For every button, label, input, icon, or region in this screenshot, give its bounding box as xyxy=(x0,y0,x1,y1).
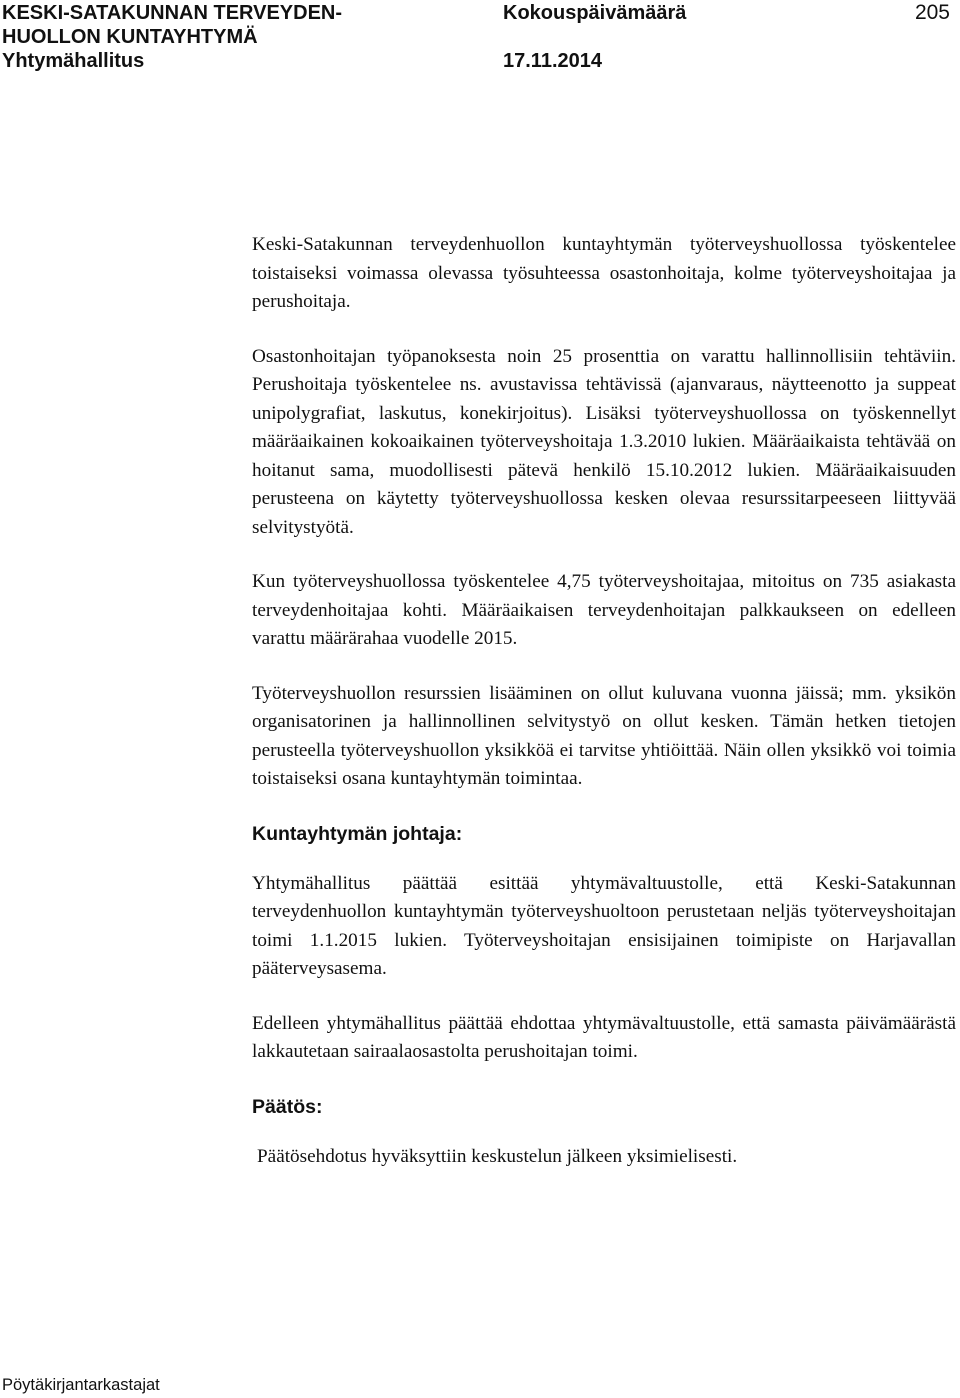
meeting-date-value: 17.11.2014 xyxy=(503,50,602,72)
meeting-date-label: Kokouspäivämäärä xyxy=(503,2,687,24)
organization-name-line-2: HUOLLON KUNTAYHTYMÄ xyxy=(2,26,258,48)
decision-text: Päätösehdotus hyväksyttiin keskustelun jälkeen yksimielisesti. xyxy=(257,1145,738,1167)
organization-name-line-1: KESKI-SATAKUNNAN TERVEYDEN- xyxy=(2,2,343,24)
document-header xyxy=(0,0,960,80)
body-paragraph: Kun työterveyshuollossa työskentelee 4,75 työterveyshoitajaa, mitoitus on 735 asiakasta terveydenhoitajaa kohti. Määräaikaisen terveydenhoitajan palkkaukseen on edelleen varattu määrärahaa vuodelle 2015. xyxy=(252,571,956,649)
organization-body: Yhtymähallitus xyxy=(2,50,145,72)
body-paragraph: Osastonhoitajan työpanoksesta noin 25 prosenttia on varattu hallinnollisiin tehtäviin. Perushoitaja työskentelee ns. avustavissa tehtävissä (ajanvaraus, näytteenotto ja suppeat unipolygrafiat, laskutus, konekirjoitus). Lisäksi työterveyshuollossa on työskennellyt määräaikainen kokoaikainen työterveyshoitaja 1.3.2010 lukien. Määräaikaista tehtävää on hoitanut sama, muodollisesti pätevä henkilö 15.10.2012 lukien. Määräaikaisuuden perusteena on käytetty työterveyshuollossa kesken olevaa resurssitarpeeseen liittyvää selvitystyötä. xyxy=(252,345,956,538)
document-body xyxy=(252,231,956,1197)
decision-heading: Päätös: xyxy=(252,1095,323,1118)
proposal-paragraph: Edelleen yhtymähallitus päättää ehdottaa yhtymävaltuustolle, että samasta päivämäärästä lakkautetaan sairaalaosastolta perushoitajan toimi. xyxy=(252,1012,956,1062)
body-paragraph: Työterveyshuollon resurssien lisääminen on ollut kuluvana vuonna jäissä; mm. yksikön organisatorinen ja hallinnollinen selvitystyö on ollut kesken. Tämän hetken tietojen perusteella työterveyshuollon yksikköä ei tarvitse yhtiöittää. Näin ollen yksikkö voi toimia toistaiseksi osana kuntayhtymän toimintaa. xyxy=(252,682,956,789)
body-paragraph: Keski-Satakunnan terveydenhuollon kuntayhtymän työterveyshuollossa työskentelee toistaiseksi voimassa olevassa työsuhteessa osastonhoitaja, kolme työterveyshoitajaa ja perushoitaja. xyxy=(252,234,956,312)
page-number: 205 xyxy=(914,1,950,24)
proposal-paragraph: Yhtymähallitus päättää esittää yhtymävaltuustolle, että Keski-Satakunnan terveydenhuollon kuntayhtymän työterveyshuoltoon perustetaan neljäs työterveyshoitajan toimi 1.1.2015 lukien. Työterveyshoitajan ensisijainen toimipiste on Harjavallan pääterveysasema. xyxy=(252,872,956,979)
organization-block xyxy=(2,1,342,73)
minutes-checkers-label: Pöytäkirjantarkastajat xyxy=(2,1376,160,1394)
proposal-heading: Kuntayhtymän johtaja: xyxy=(252,822,463,845)
